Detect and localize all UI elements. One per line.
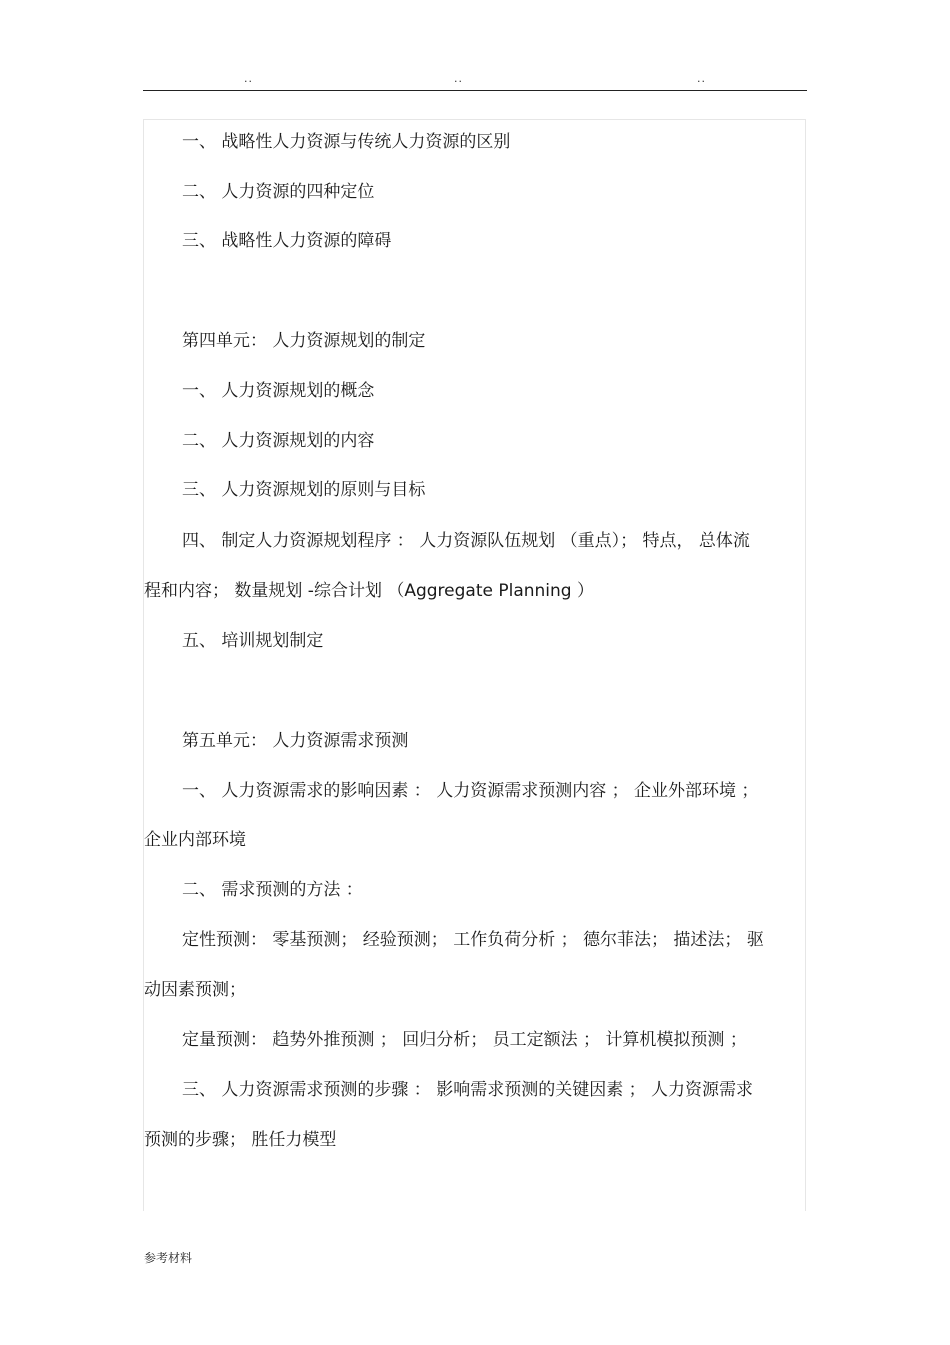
text-line: 企业内部环境 <box>144 830 246 850</box>
header-rule <box>143 90 807 91</box>
text-line: 程和内容； 数量规划 -综合计划 （Aggregate Planning ） <box>144 581 595 601</box>
text-line: 动因素预测； <box>144 980 246 1000</box>
text-line: 一、 人力资源需求的影响因素 ： 人力资源需求预测内容 ； 企业外部环境 ； <box>182 781 759 801</box>
text-line: 三、 人力资源需求预测的步骤 ： 影响需求预测的关键因素 ； 人力资源需求 <box>182 1080 754 1100</box>
header-dots-left: .. <box>244 72 253 85</box>
text-line: 二、 需求预测的方法 ： <box>182 880 363 900</box>
section-heading: 第五单元： 人力资源需求预测 <box>182 731 409 751</box>
text-line: 五、 培训规划制定 <box>182 631 324 651</box>
text-line: 定性预测： 零基预测； 经验预测； 工作负荷分析 ； 德尔菲法； 描述法； 驱 <box>182 930 764 950</box>
section-heading: 第四单元： 人力资源规划的制定 <box>182 331 426 351</box>
text-line: 三、 战略性人力资源的障碍 <box>182 231 392 251</box>
header-dots-center: .. <box>454 72 463 85</box>
footer-label: 参考材料 <box>144 1251 193 1265</box>
text-line: 四、 制定人力资源规划程序 ： 人力资源队伍规划 （重点）； 特点， 总体流 <box>182 531 750 551</box>
text-line: 定量预测： 趋势外推预测 ； 回归分析； 员工定额法 ； 计算机模拟预测 ； <box>182 1030 747 1050</box>
text-line: 二、 人力资源的四种定位 <box>182 182 375 202</box>
text-line: 一、 人力资源规划的概念 <box>182 381 375 401</box>
text-line: 三、 人力资源规划的原则与目标 <box>182 480 426 500</box>
text-line: 二、 人力资源规划的内容 <box>182 431 375 451</box>
text-line: 预测的步骤； 胜任力模型 <box>144 1130 337 1150</box>
header-dots-right: .. <box>697 72 706 85</box>
text-line: 一、 战略性人力资源与传统人力资源的区别 <box>182 132 511 152</box>
